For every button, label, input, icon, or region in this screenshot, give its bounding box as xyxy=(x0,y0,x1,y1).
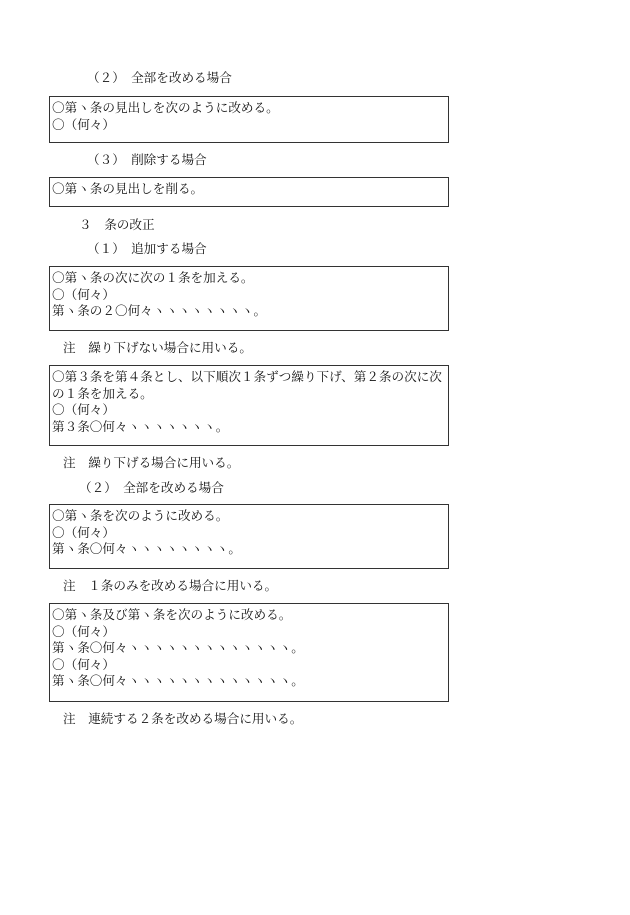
heading-delete: （３） 削除する場合 xyxy=(87,152,207,167)
box-line: 〇（何々） xyxy=(52,656,115,672)
example-box-4 xyxy=(49,365,449,446)
example-box-5 xyxy=(49,504,449,569)
box-line: 〇（何々） xyxy=(52,402,115,418)
box-line: 〇第ヽ条及び第ヽ条を次のように改める。 xyxy=(52,607,292,622)
note-1: 注 繰り下げない場合に用いる。 xyxy=(63,340,252,355)
heading-full-revision-2: （２） 全部を改める場合 xyxy=(79,480,224,495)
example-box-6 xyxy=(49,603,449,702)
note-4: 注 連続する２条を改める場合に用いる。 xyxy=(63,711,303,726)
section-heading: ３ 条の改正 xyxy=(79,217,155,232)
note-3: 注 １条のみを改める場合に用いる。 xyxy=(63,578,278,593)
box-line: 〇第３条を第４条とし、以下順次１条ずつ繰り下げ、第２条の次に次 xyxy=(52,369,442,384)
box-line: の１条を加える。 xyxy=(52,385,153,401)
box-line: 第ヽ条〇何々ヽヽヽヽヽヽヽヽヽヽヽヽヽ。 xyxy=(52,673,304,689)
example-box-3 xyxy=(49,266,449,331)
box-line: 第ヽ条の２〇何々ヽヽヽヽヽヽヽヽ。 xyxy=(52,303,267,319)
box-line: 〇（何々） xyxy=(52,116,115,132)
note-2: 注 繰り下げる場合に用いる。 xyxy=(63,455,240,470)
box-line: 第３条〇何々ヽヽヽヽヽヽヽ。 xyxy=(52,418,229,434)
example-box-2 xyxy=(49,177,449,207)
box-line: 〇（何々） xyxy=(52,524,115,540)
heading-add: （１） 追加する場合 xyxy=(87,241,207,256)
box-line: 第ヽ条〇何々ヽヽヽヽヽヽヽヽ。 xyxy=(52,541,241,557)
box-line: 〇（何々） xyxy=(52,623,115,639)
box-line: 〇第ヽ条の次に次の１条を加える。 xyxy=(52,270,254,285)
heading-full-revision-1: （２） 全部を改める場合 xyxy=(87,70,232,85)
example-box-1 xyxy=(49,96,449,143)
box-line: 〇（何々） xyxy=(52,286,115,302)
box-line: 〇第ヽ条を次のように改める。 xyxy=(52,508,229,523)
box-line: 〇第ヽ条の見出しを次のように改める。 xyxy=(52,100,279,115)
box-line: 〇第ヽ条の見出しを削る。 xyxy=(52,181,204,196)
box-line: 第ヽ条〇何々ヽヽヽヽヽヽヽヽヽヽヽヽヽ。 xyxy=(52,640,304,656)
